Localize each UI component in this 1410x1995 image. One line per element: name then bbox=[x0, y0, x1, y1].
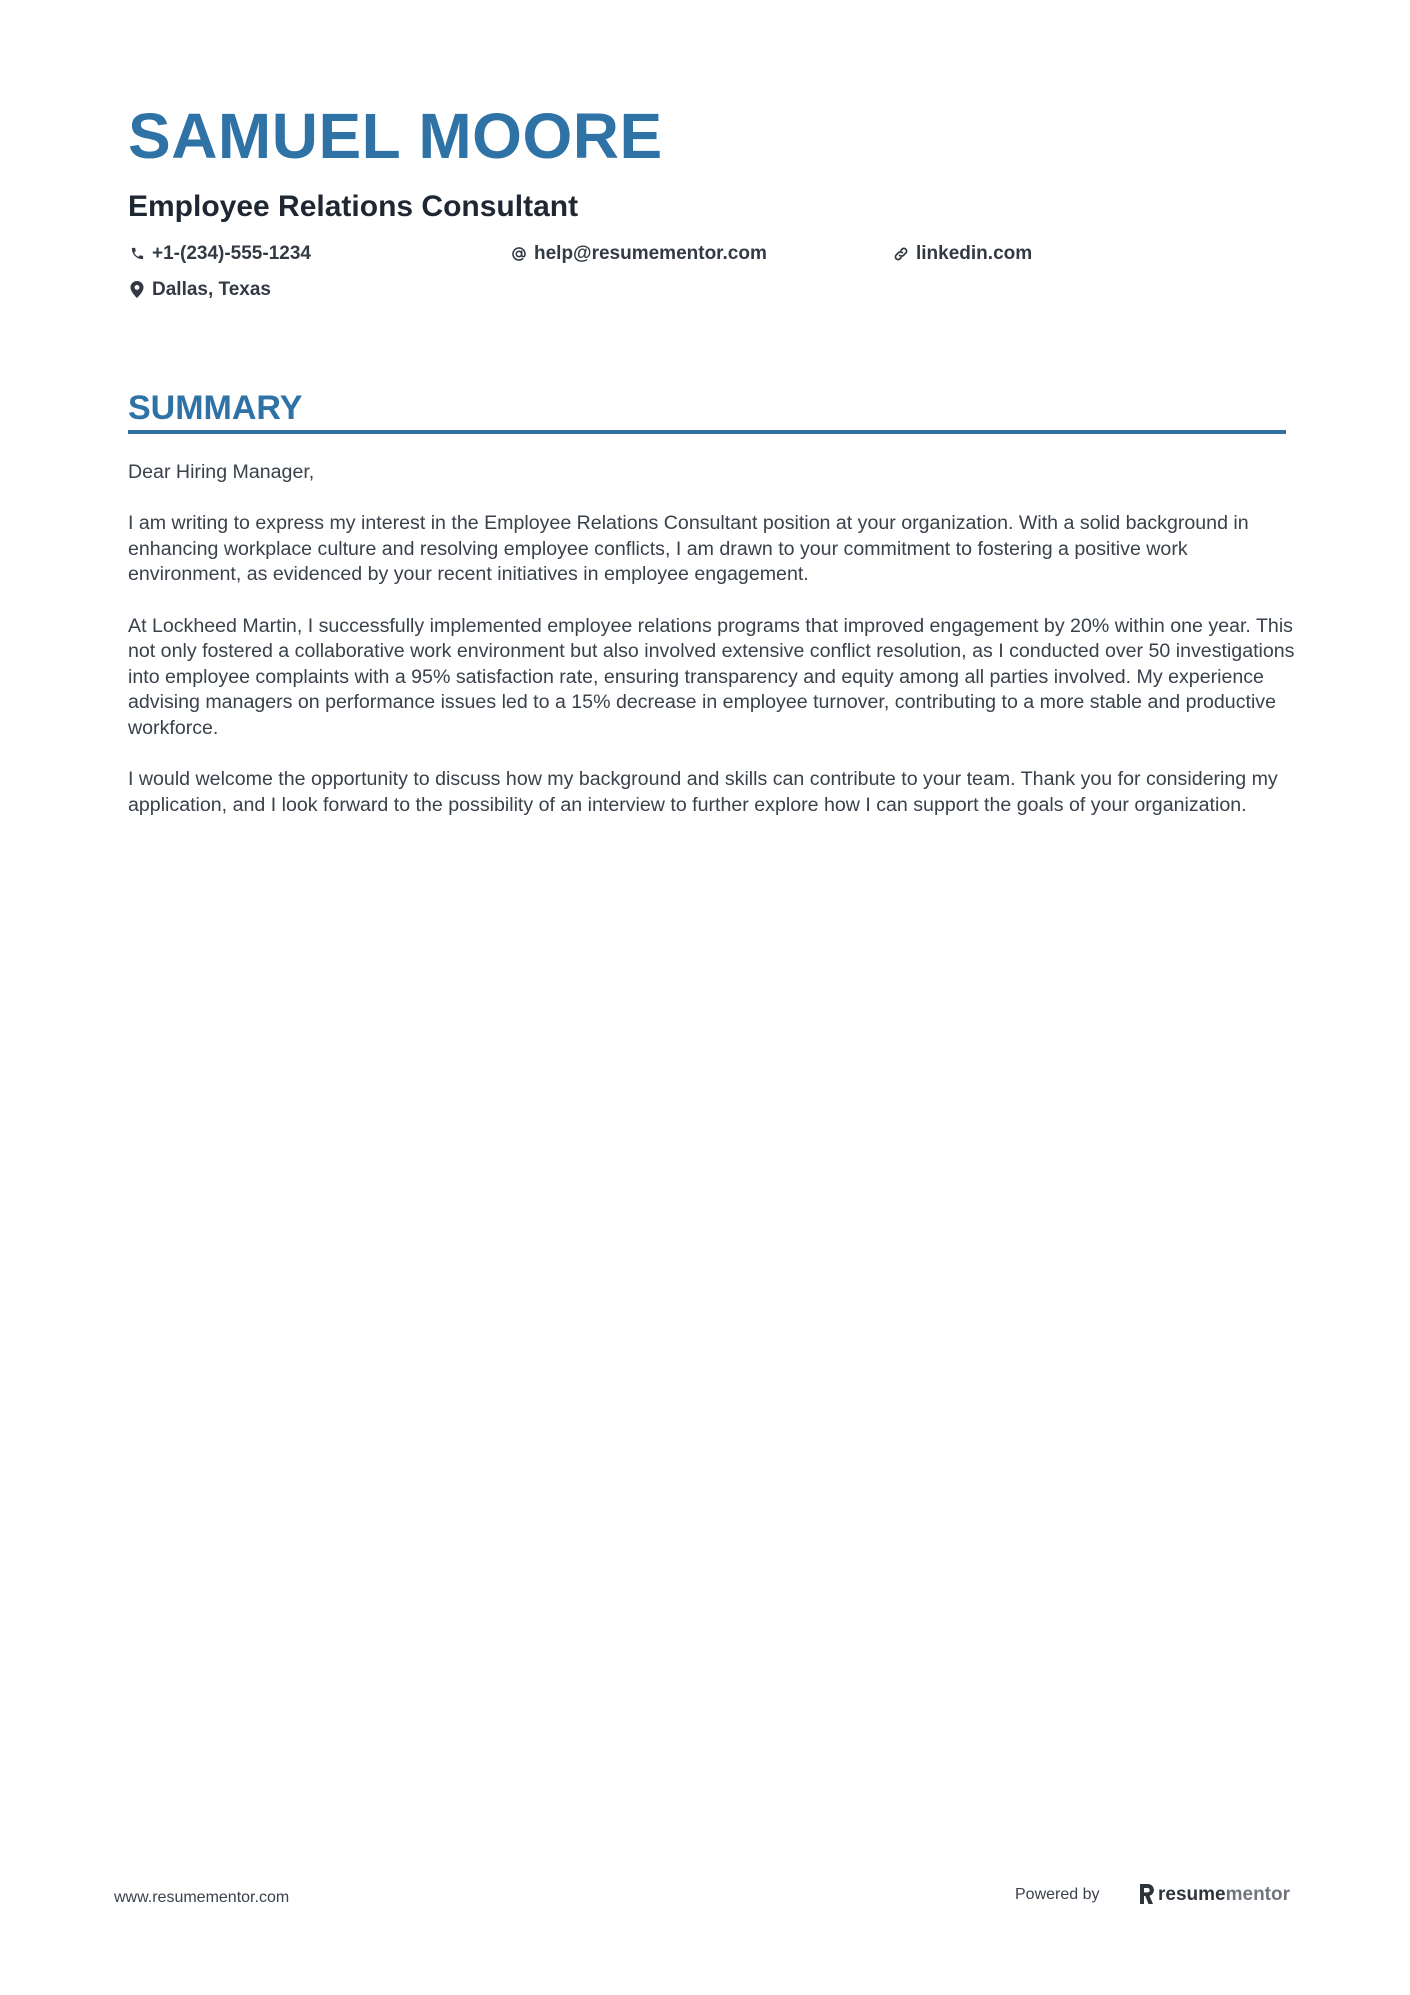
resumementor-logo-icon bbox=[1138, 1884, 1154, 1904]
footer-website: www.resumementor.com bbox=[114, 1889, 290, 1906]
at-icon bbox=[510, 245, 528, 263]
brand-name-part1: resume bbox=[1158, 1883, 1226, 1905]
link-icon bbox=[892, 245, 910, 263]
phone-icon bbox=[128, 245, 146, 263]
location-pin-icon bbox=[128, 281, 146, 299]
job-title: Employee Relations Consultant bbox=[128, 190, 579, 223]
location-text: Dallas, Texas bbox=[152, 279, 272, 300]
email-text: help@resumementor.com bbox=[534, 243, 767, 264]
contact-email bbox=[510, 244, 767, 263]
section-divider bbox=[128, 430, 1286, 434]
summary-heading: SUMMARY bbox=[128, 389, 303, 427]
contact-location bbox=[128, 280, 271, 299]
phone-text: +1-(234)-555-1234 bbox=[152, 243, 311, 264]
contact-link bbox=[892, 244, 1032, 263]
powered-by-label: Powered by bbox=[1015, 1886, 1100, 1903]
contact-phone bbox=[128, 244, 311, 263]
brand-name-part2: mentor bbox=[1225, 1883, 1291, 1905]
paragraph-intro: I am writing to express my interest in the Employee Relations Consultant position at your organization. With a solid background in enhancing workplace culture and resolving employee conflicts, I am drawn to your commitment to fostering a positive work environment, as evidenced by your recent initiatives in employee engagement. bbox=[128, 512, 1249, 586]
salutation: Dear Hiring Manager, bbox=[128, 461, 315, 483]
brand-logo bbox=[1138, 1884, 1290, 1904]
paragraph-closing: I would welcome the opportunity to discuss how my background and skills can contribute to your team. Thank you for considering my application, and I look forward to the possibility of an interview to further explore how I can support the goals of your organization. bbox=[128, 768, 1278, 816]
paragraph-experience: At Lockheed Martin, I successfully implemented employee relations programs that improved engagement by 20% within one year. This not only fostered a collaborative work environment but also involved extensive conflict resolution, as I conducted over 50 investigations into employee complaints with a 95% satisfaction rate, ensuring transparency and equity among all parties involved. My experience advising managers on performance issues led to a 15% decrease in employee turnover, contributing to a more stable and productive workforce. bbox=[128, 614, 1295, 739]
summary-body bbox=[128, 460, 1298, 844]
link-text: linkedin.com bbox=[916, 243, 1033, 264]
candidate-name: SAMUEL MOORE bbox=[128, 100, 663, 172]
